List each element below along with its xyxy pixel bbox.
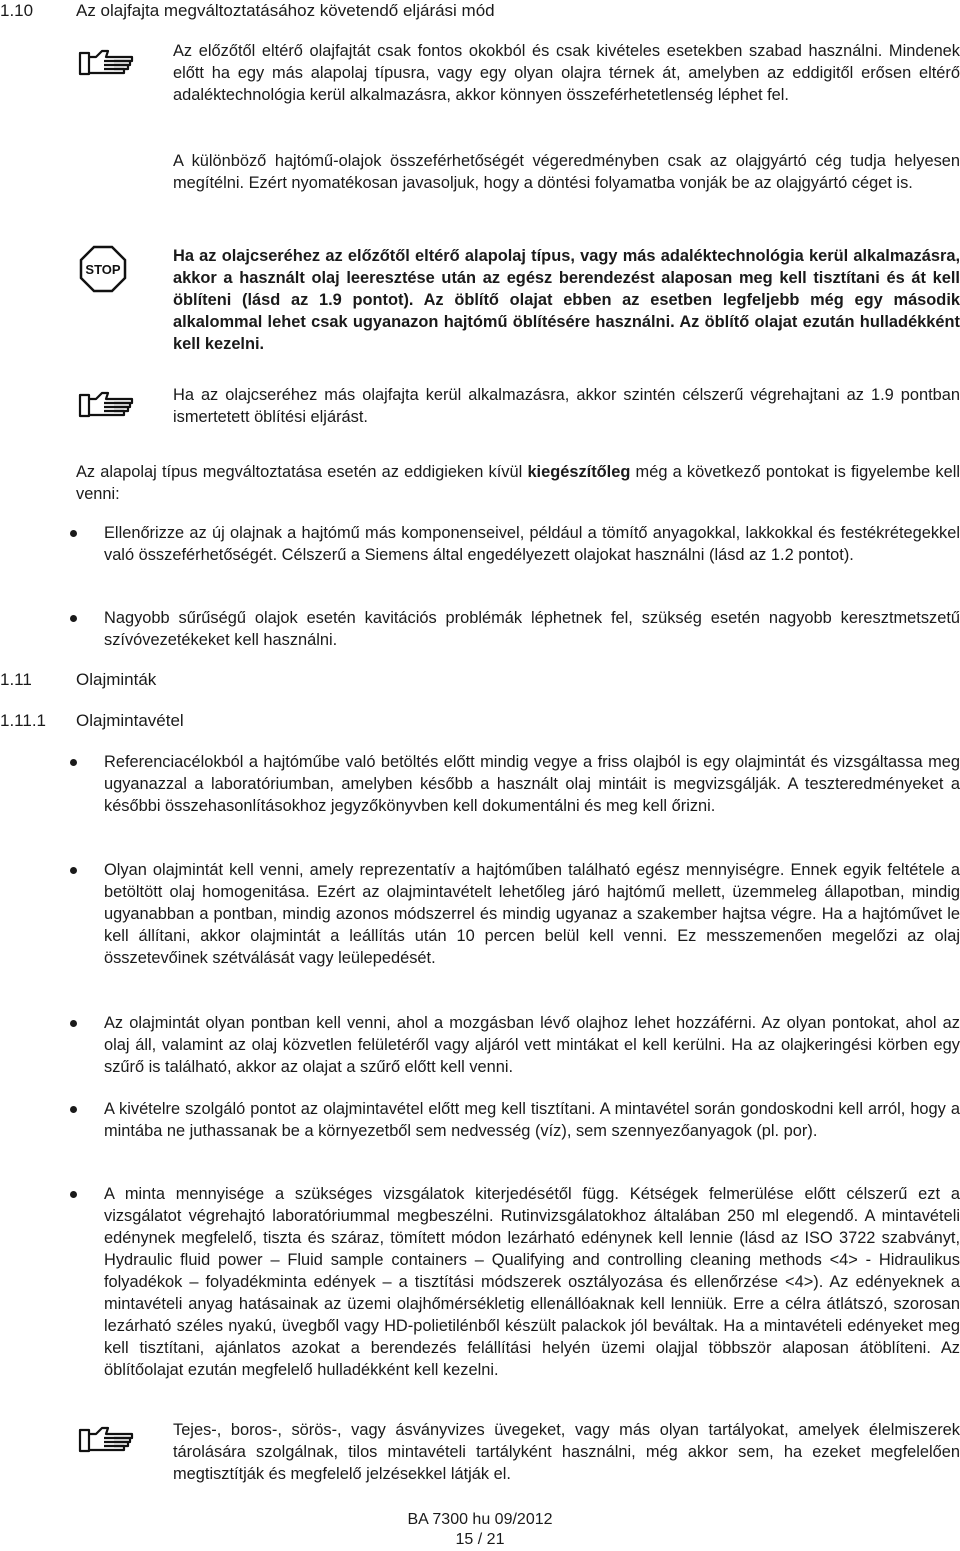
intro-text: még a következő pontokat is figyelembe kell venni: (76, 463, 960, 503)
bullet-marker (70, 759, 77, 766)
document-id: BA 7300 hu 09/2012 (407, 1511, 553, 1528)
list-item: Olyan olajmintát kell venni, amely reprezentatív a hajtóműben található egész mennyiségre. Ennek egyik feltétele a betöltött olaj homogenitása. Ezért az olajmintavételt lehetőleg járó hajtómű mellett, üzemmeleg állapotban, mindig ugyanabban a pontban, mindig azonos módszerrel és mindig ugyanaz a szakember hajtsa végre. Ha a hajtóművet le kell állítani, akkor olajmintát a leállítás után 10 percen belül kell venni. Ez messzemenően megelőzi az olaj összetevőinek szétválását vagy leülepedését. (104, 861, 960, 967)
section-number: 1.11 (0, 670, 32, 689)
stop-sign-icon (79, 245, 127, 293)
page-number: 15 / 21 (455, 1531, 505, 1548)
bullet-marker (70, 1106, 77, 1113)
section-title: Olajminták (76, 670, 157, 689)
section-number: 1.10 (0, 1, 34, 20)
list-item: Ellenőrizze az új olajnak a hajtómű más komponenseivel, például a tömítő anyagokkal, lakkokkal és festékrétegekkel való összeférhetőségét. Célszerű a Siemens által engedélyezett olajokat használni (lásd az 1.2 pontot). (104, 524, 960, 564)
bullet-marker (70, 615, 77, 622)
list-item: A kivételre szolgáló pontot az olajmintavétel előtt meg kell tisztítani. A mintavétel során gondoskodni kell arról, hogy a mintába ne juthassanak be a környezetből sem nedvesség (víz), sem szennyezőanyagok (pl. por). (104, 1100, 960, 1140)
list-item: A minta mennyisége a szükséges vizsgálatok kiterjedésétől függ. Kétségek felmerülése előtt célszerű ezt a vizsgálatot végrehajtó laboratóriummal megbeszélni. Rutinvizsgálatokhoz általában 250 ml elegendő. A mintavételi edénynek megfelelő, tiszta és száraz, tömített módon lezárható edénynek kell lennie (lásd az ISO 3722 szabványt, Hydraulic fluid power – Fluid sample containers – Qualifying and controlling cleaning methods <4> - Hidraulikus folyadékok – folyadékminta edények – a tisztítási módszerek osztályozása és ellenőrzése <4>). Az edényeknek a mintavételi anyag hatásainak az üzemi olajhőmérsékletig ellenállóaknak kell lenniük. Erre a célra átlátszó, szorosan lezárható széles nyakú, üvegből vagy HD-polietilénből készült palackok jól beváltak. Ha a mintavételi edényeket meg kell tisztítani, ajánlatos azokat a berendezés felállítási helyén üzemi olajjal többször alaposan átöblíteni. Az öblítőolajat ezután megfelelő hulladékként kell kezelni. (104, 1185, 960, 1379)
list-item: Nagyobb sűrűségű olajok esetén kavitációs problémák léphetnek fel, szükség esetén nagyobb keresztmetszetű szívóvezetékeket kell használni. (104, 609, 960, 649)
bullet-marker (70, 867, 77, 874)
pointing-hand-icon (78, 48, 136, 78)
section-title: Az olajfajta megváltoztatásához követendő eljárási mód (76, 1, 495, 20)
warning-paragraph: Ha az olajcseréhez az előzőtől eltérő alapolaj típus, vagy más adaléktechnológia kerül alkalmazásra, akkor a használt olaj leeresztése után az egész berendezést alaposan meg kell tisztítani és át kell öblíteni (lásd az 1.9 pontot). Az öblítő olajat ebben az esetben legfeljebb még egy második alkalommal lehet csak ugyanazon hajtómű öblítésére használni. Az öblítő olajat ezután hulladékként kell kezelni. (173, 247, 960, 353)
pointing-hand-icon (78, 1425, 136, 1455)
note-paragraph: A különböző hajtómű-olajok összeférhetőségét végeredményben csak az olajgyártó cég tudja helyesen megítélni. Ezért nyomatékosan javasoljuk, hogy a döntési folyamatba vonják be az olajgyártó céget is. (173, 152, 960, 192)
note-paragraph: Tejes-, boros-, sörös-, vagy ásványvizes üvegeket, vagy más olyan tartályokat, amelyek élelmiszerek tárolására szolgálnak, tilos mintavételi tartályként használni, még akkor sem, ha ezeket megfelelően megtisztítják és megfelelő jelzésekkel látják el. (173, 1421, 960, 1483)
section-number: 1.11.1 (0, 711, 47, 730)
intro-emphasis: kiegészítőleg (527, 463, 631, 481)
list-item: Az olajmintát olyan pontban kell venni, ahol a mozgásban lévő olajhoz lehet hozzáférni. Az olyan pontokat, ahol az olaj áll, valamint az olaj közvetlen felületéről vagy aljáról vett mintákat el kell kerülni. Ha az olajkeringési körben egy szűrő is található, akkor az olajat a szűrő előtt kell venni. (104, 1014, 960, 1076)
list-item: Referenciacélokból a hajtóműbe való betöltés előtt mindig vegye a friss olajból is egy olajmintát és vizsgáltassa meg ugyanazzal a laboratóriumban, amelyben később a használt olaj mintáit is megvizsgálják. A teszteredményeket a későbbi összehasonlításokhoz jegyzőkönyvben kell dokumentálni és meg kell őrizni. (104, 753, 960, 815)
note-paragraph: Az előzőtől eltérő olajfajtát csak fontos okokból és csak kivételes esetekben szabad használni. Mindenek előtt ha egy más alapolaj típusra, vagy egy olyan olajra térnek át, amelyben az eddigitől erősen eltérő adaléktechnológia kerül alkalmazásra, akkor könnyen összeférhetetlenség léphet fel. (173, 42, 960, 104)
note-paragraph: Ha az olajcseréhez más olajfajta kerül alkalmazásra, akkor szintén célszerű végrehajtani az 1.9 pontban ismertetett öblítési eljárást. (173, 386, 960, 426)
pointing-hand-icon (78, 390, 136, 420)
stop-label: STOP (85, 262, 121, 277)
bullet-marker (70, 530, 77, 537)
bullet-marker (70, 1191, 77, 1198)
intro-text: Az alapolaj típus megváltoztatása esetén az eddigieken kívül (76, 463, 528, 481)
intro-paragraph (76, 461, 960, 505)
section-title: Olajmintavétel (76, 711, 184, 730)
bullet-marker (70, 1020, 77, 1027)
